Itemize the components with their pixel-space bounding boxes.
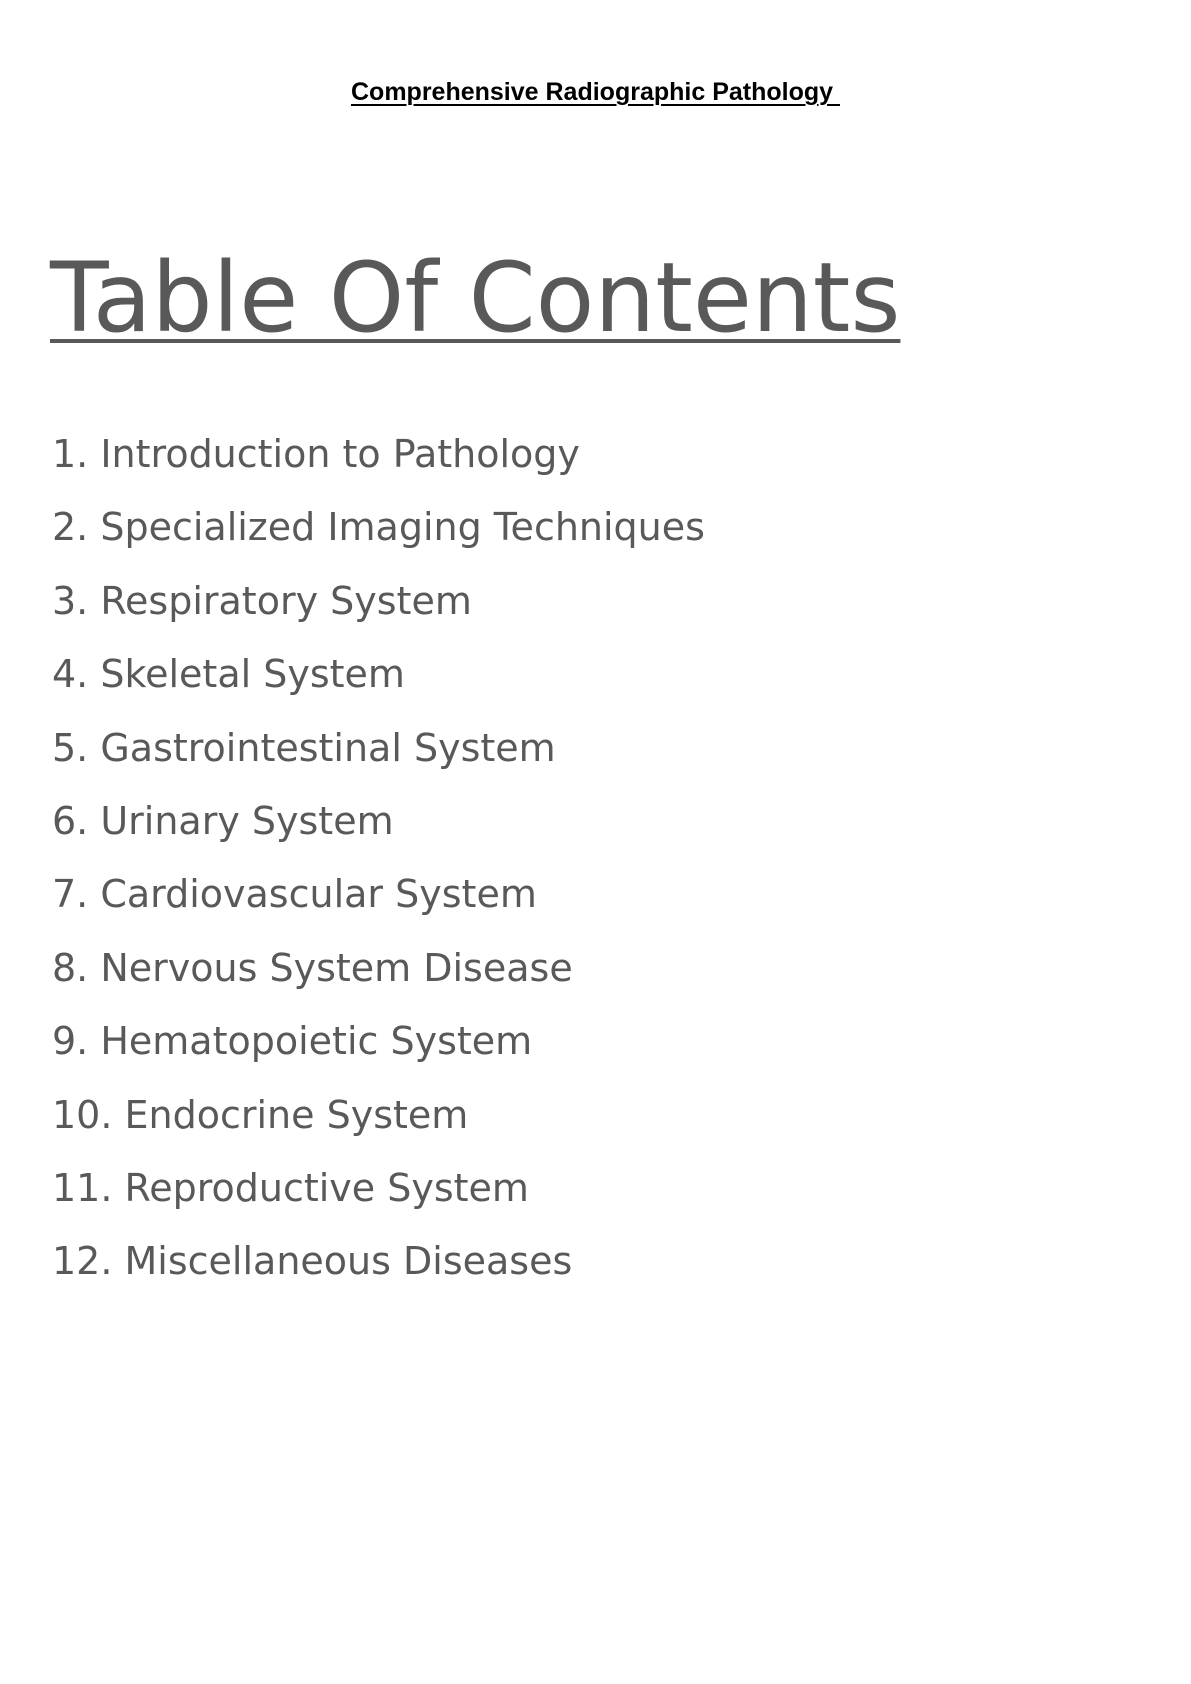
- toc-item-10: 10. Endocrine System: [52, 1092, 469, 1137]
- document-title: Comprehensive Radiographic Pathology: [351, 78, 840, 106]
- toc-list: [52, 418, 705, 1299]
- toc-item-12: 12. Miscellaneous Diseases: [52, 1239, 573, 1284]
- toc-item-6: 6. Urinary System: [52, 798, 394, 843]
- toc-item-8: 8. Nervous System Disease: [52, 945, 573, 990]
- toc-item-2: 2. Specialized Imaging Techniques: [52, 505, 705, 550]
- toc-item-5: 5. Gastrointestinal System: [52, 725, 556, 770]
- toc-item-4: 4. Skeletal System: [52, 652, 405, 697]
- toc-item-9: 9. Hematopoietic System: [52, 1019, 533, 1064]
- toc-item-11: 11. Reproductive System: [52, 1165, 529, 1210]
- toc-item-7: 7. Cardiovascular System: [52, 872, 537, 917]
- toc-item-3: 3. Respiratory System: [52, 578, 472, 623]
- toc-heading: Table Of Contents: [50, 242, 901, 354]
- toc-item-1: 1. Introduction to Pathology: [52, 432, 580, 476]
